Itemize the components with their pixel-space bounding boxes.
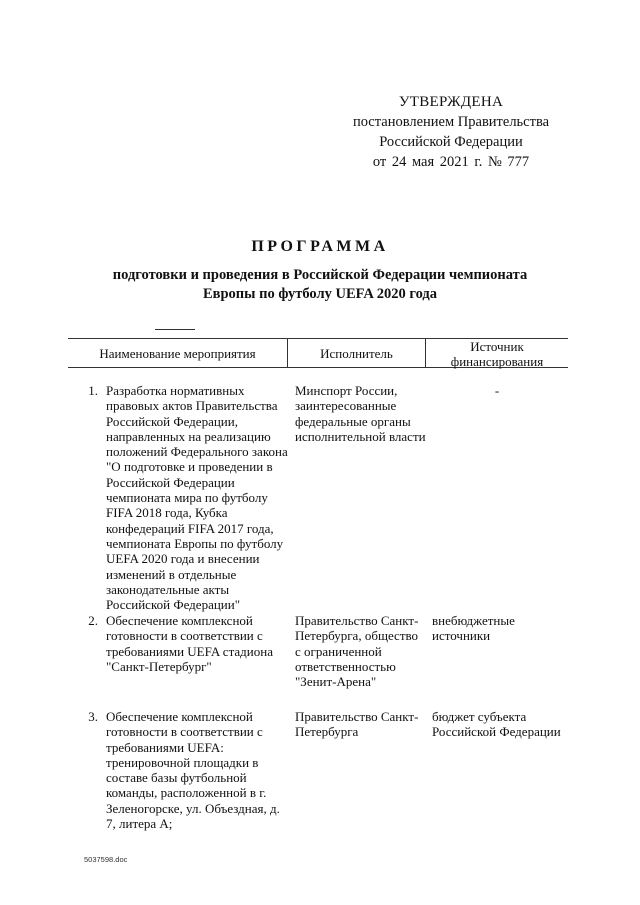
approval-block <box>340 92 562 172</box>
header-divider-2 <box>425 338 426 367</box>
row-name: Обеспечение комплексной готовности в соответствии с требованиями UEFA стадиона "Санкт-Петербург" <box>106 613 273 674</box>
row-name: Обеспечение комплексной готовности в соответствии с требованиями UEFA: тренировочной площадки в составе базы футбольной команды, расположенной в г. Зеленогорске, ул. Объездная, д. 7, литера А; <box>106 709 280 832</box>
table-row <box>76 383 566 613</box>
row-number: 3. <box>88 709 98 724</box>
header-top-rule-short <box>155 329 195 330</box>
document-subtitle: подготовки и проведения в Российской Федерации чемпионата Европы по футболу UEFA 2020 года <box>112 267 528 302</box>
approval-line-resolution: постановлением Правительства <box>352 114 550 130</box>
row-executor: Правительство Санкт-Петербурга, общество с ограниченной ответственностью "Зенит-Арена" <box>295 613 419 690</box>
row-source: бюджет субъекта Российской Федерации <box>432 709 561 740</box>
row-executor: Минспорт России, заинтересованные федеральные органы исполнительной власти <box>295 383 426 444</box>
header-executor: Исполнитель <box>320 346 393 361</box>
table-row <box>76 613 566 708</box>
table-row <box>76 709 566 834</box>
header-source: Источник финансирования <box>450 339 544 369</box>
document-filename: 5037598.doc <box>84 855 128 864</box>
approval-line-date: от 24 мая 2021 г. № 777 <box>372 154 530 170</box>
row-executor: Правительство Санкт-Петербурга <box>295 709 419 740</box>
row-number: 2. <box>88 613 98 628</box>
row-source: - <box>494 383 500 398</box>
approval-heading: УТВЕРЖДЕНА <box>398 94 504 110</box>
document-title: ПРОГРАММА <box>251 238 389 255</box>
row-source: внебюджетные источники <box>432 613 515 644</box>
header-name: Наименование мероприятия <box>99 346 256 361</box>
row-name: Разработка нормативных правовых актов Правительства Российской Федерации, направленных на реализацию положений Федерального закона "О подготовке и проведении в Российской Федерации чемпионата мира по футболу FIFA 2018 года, Кубка конфедераций FIFA 2017 года, чемпионата Европы по футболу UEFA 2020 года и внесении изменений в отдельные законодательные акты Российской Федерации" <box>106 383 288 613</box>
row-number: 1. <box>88 383 98 398</box>
approval-line-country: Российской Федерации <box>379 134 523 150</box>
